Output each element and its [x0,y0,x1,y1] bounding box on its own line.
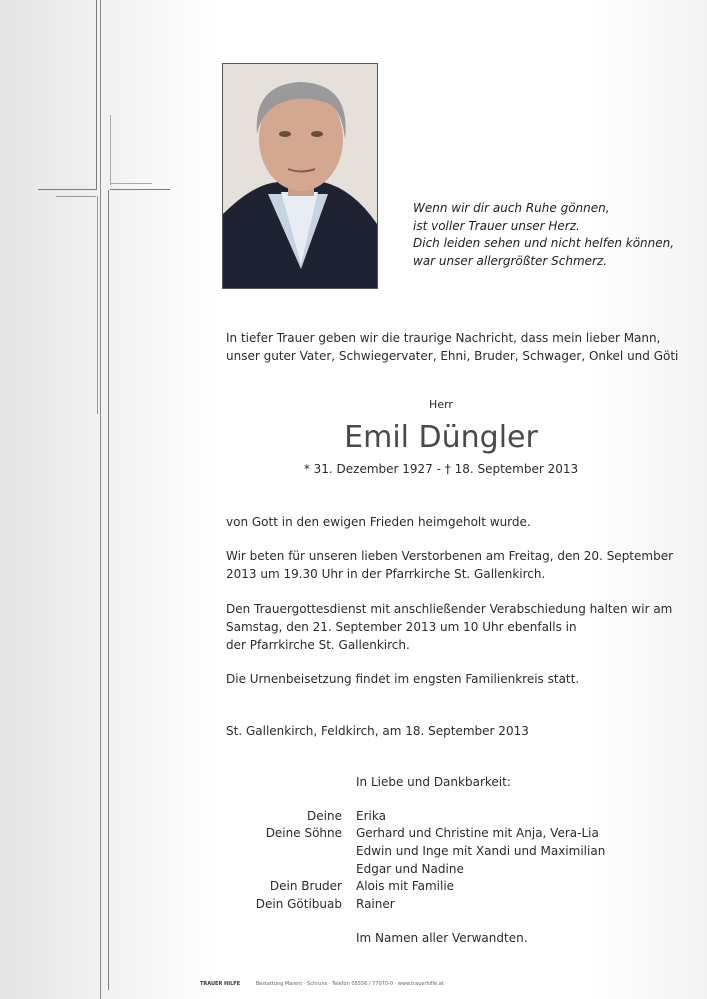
family-row [226,844,676,862]
family-relation: Deine Söhne [265,826,342,840]
footer-brand: TRAUER HILFE [200,981,241,987]
footer-text: Bestattung Marent · Schruns · Telefon 05556 / 77070-0 · www.trauerhilfe.at [255,981,444,987]
poem-line: Dich leiden sehen und nicht helfen können, [413,236,675,250]
family-row [226,879,676,897]
family-names: Erika [356,809,386,823]
family-names: Rainer [356,897,395,911]
family-relation: Dein Bruder [269,879,342,893]
place-date [226,722,676,740]
paragraph-service [226,600,676,654]
life-dates: * 31. Dezember 1927 - † 18. September 2013 [303,462,579,476]
poem [413,200,693,270]
family-row [226,809,676,827]
family-names: Alois mit Familie [356,879,455,893]
paragraph-line: der Pfarrkirche St. Gallenkirch. [226,638,410,652]
closing-bottom: Im Namen aller Verwandten. [356,931,528,945]
deceased-name: Emil Düngler [344,420,538,455]
portrait-photo [222,63,378,289]
closing-top: In Liebe und Dankbarkeit: [356,775,511,789]
paragraph-prayer [226,547,676,583]
paragraph-line: St. Gallenkirch, Feldkirch, am 18. September 2013 [226,724,529,738]
intro-text [226,329,679,365]
paragraph-line: 2013 um 19.30 Uhr in der Pfarrkirche St. Gallenkirch. [226,567,546,581]
intro-line: unser guter Vater, Schwiegervater, Ehni, Bruder, Schwager, Onkel und Göti [226,349,679,363]
family-row [226,862,676,880]
family-row [226,826,676,844]
footer [200,981,444,987]
family-relation: Deine [307,809,342,823]
paragraph-burial [226,670,676,688]
honorific: Herr [429,398,453,411]
intro-line: In tiefer Trauer geben wir die traurige Nachricht, dass mein lieber Mann, [226,331,661,345]
poem-line: ist voller Trauer unser Herz. [413,218,580,233]
paragraph-line: Den Trauergottesdienst mit anschließender Verabschiedung halten wir am [226,602,673,616]
family-names: Edwin und Inge mit Xandi und Maximilian [356,844,606,858]
paragraph-heimgeholt [226,513,676,531]
family-names: Gerhard und Christine mit Anja, Vera-Lia [356,826,599,840]
poem-line: war unser allergrößter Schmerz. [413,253,608,268]
paragraph-line: Wir beten für unseren lieben Verstorbenen am Freitag, den 20. September [226,549,674,563]
family-relation: Dein Götibuab [255,897,342,911]
paragraph-line: Die Urnenbeisetzung findet im engsten Familienkreis statt. [226,672,580,686]
poem-line: Wenn wir dir auch Ruhe gönnen, [413,201,610,215]
paragraph-line: Samstag, den 21. September 2013 um 10 Uhr ebenfalls in [226,620,577,634]
paragraph-line: von Gott in den ewigen Frieden heimgeholt wurde. [226,515,531,529]
family-row [226,897,676,915]
family-names: Edgar und Nadine [356,862,464,876]
